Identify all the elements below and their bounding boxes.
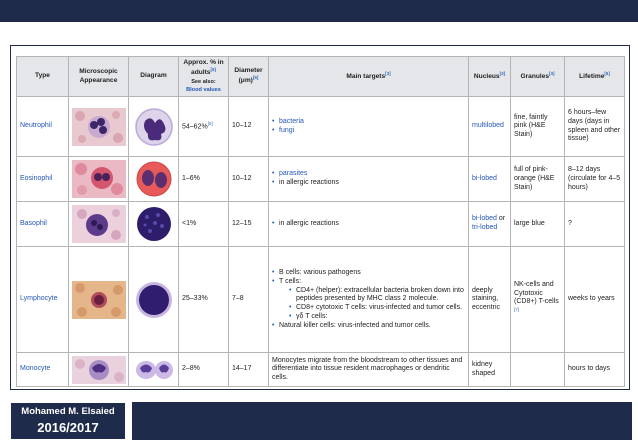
approx-basophil: <1% <box>179 202 229 247</box>
lifetime-neutrophil: 6 hours–few days (days in spleen and other tissue) <box>565 97 625 157</box>
header-see-also: See also: <box>191 78 216 85</box>
header-nucleus-label: Nucleus <box>473 73 500 81</box>
micro-neutrophil-image <box>69 97 129 157</box>
nucleus-lymphocyte: deeply staining, eccentric <box>469 247 511 353</box>
granules-neutrophil: fine, faintly pink (H&E Stain) <box>511 97 565 157</box>
type-basophil-link[interactable]: Basophil <box>17 202 69 247</box>
diagram-eosinophil-image <box>129 157 179 202</box>
diagram-lymphocyte-image <box>129 247 179 353</box>
nucleus-basophil <box>469 202 511 247</box>
target-fungi-link[interactable]: • fungi <box>272 127 465 136</box>
footer-bar <box>132 402 632 440</box>
header-granules <box>511 57 565 97</box>
lifetime-eosinophil: 8–12 days (circulate for 4–5 hours) <box>565 157 625 202</box>
diagram-basophil-image <box>129 202 179 247</box>
granules-basophil: large blue <box>511 202 565 247</box>
targets-eosinophil <box>269 157 469 202</box>
header-targets-ref[interactable]: [3] <box>385 71 391 77</box>
header-lifetime-label: Lifetime <box>579 73 605 81</box>
type-eosinophil-link[interactable]: Eosinophil <box>17 157 69 202</box>
white-blood-cell-table <box>16 56 625 387</box>
table-row-basophil <box>17 202 625 247</box>
diameter-lymphocyte: 7–8 <box>229 247 269 353</box>
approx-eosinophil: 1–6% <box>179 157 229 202</box>
lifetime-monocyte: hours to days <box>565 353 625 387</box>
header-type: Type <box>17 57 69 97</box>
diameter-neutrophil: 10–12 <box>229 97 269 157</box>
diagram-monocyte-image <box>129 353 179 387</box>
type-monocyte-link[interactable]: Monocyte <box>17 353 69 387</box>
target-bacteria-link[interactable]: • bacteria <box>272 118 465 127</box>
target-t-cells-label: T cells: <box>279 277 302 285</box>
target-parasites-link[interactable]: • parasites <box>272 170 465 179</box>
type-neutrophil-link[interactable]: Neutrophil <box>17 97 69 157</box>
nucleus-eosinophil-link[interactable]: bi-lobed <box>469 157 511 202</box>
granules-lymphocyte-text: NK-cells and Cytotoxic (CD8+) T-cells <box>514 280 559 306</box>
header-targets-label: Main targets <box>346 73 386 81</box>
table-header-row <box>17 57 625 97</box>
nucleus-trilobed-link[interactable]: tri-lobed <box>472 224 498 232</box>
header-approx-ref[interactable]: [5] <box>210 67 216 73</box>
header-diagram: Diagram <box>129 57 179 97</box>
granules-eosinophil: full of pink-orange (H&E Stain) <box>511 157 565 202</box>
table-row-neutrophil <box>17 97 625 157</box>
micro-basophil-image <box>69 202 129 247</box>
granules-lymphocyte-ref[interactable]: [7] <box>514 307 520 313</box>
diameter-eosinophil: 10–12 <box>229 157 269 202</box>
author-label <box>10 402 126 440</box>
blood-values-link[interactable]: Blood values <box>186 86 221 93</box>
target-b-cells: • B cells: various pathogens <box>272 269 465 278</box>
diameter-monocyte: 14–17 <box>229 353 269 387</box>
target-gamma-delta: • γδ T cells: <box>289 313 465 322</box>
header-diameter <box>229 57 269 97</box>
micro-eosinophil-image <box>69 157 129 202</box>
approx-neutrophil-ref[interactable]: [5] <box>207 121 213 127</box>
header-lifetime <box>565 57 625 97</box>
table-row-monocyte <box>17 353 625 387</box>
header-appearance: Microscopic Appearance <box>69 57 129 97</box>
micro-monocyte-image <box>69 353 129 387</box>
target-cd8: • CD8+ cytotoxic T cells: virus-infected and tumor cells. <box>289 304 465 313</box>
approx-neutrophil <box>179 97 229 157</box>
slide-content-frame <box>10 45 630 390</box>
top-header-bar <box>0 0 638 22</box>
header-approx <box>179 57 229 97</box>
target-t-cells <box>272 278 465 322</box>
target-nk-cells: • Natural killer cells: virus-infected and tumor cells. <box>272 322 465 331</box>
targets-lymphocyte <box>269 247 469 353</box>
target-allergic-eosinophil: • in allergic reactions <box>272 179 465 188</box>
header-lifetime-ref[interactable]: [5] <box>604 71 610 77</box>
targets-monocyte: Monocytes migrate from the bloodstream to other tissues and differentiate into tissue resident macrophages or dendritic cells. <box>269 353 469 387</box>
nucleus-or-text: or <box>496 215 506 223</box>
header-targets <box>269 57 469 97</box>
micro-lymphocyte-image <box>69 247 129 353</box>
target-cd4: • CD4+ (helper): extracellular bacteria broken down into peptides presented by MHC class 2 molecule. <box>289 287 465 305</box>
diameter-basophil: 12–15 <box>229 202 269 247</box>
header-diameter-label: Diameter (μm) <box>234 67 263 85</box>
header-approx-label: Approx. % in adults <box>183 59 224 77</box>
table-row-lymphocyte <box>17 247 625 353</box>
header-diameter-ref[interactable]: [5] <box>252 75 259 81</box>
nucleus-bilobed-link[interactable]: bi-lobed <box>472 215 497 223</box>
header-granules-label: Granules <box>520 73 550 81</box>
approx-neutrophil-value: 54–62% <box>182 123 208 131</box>
targets-neutrophil <box>269 97 469 157</box>
approx-monocyte: 2–8% <box>179 353 229 387</box>
nucleus-monocyte: kidney shaped <box>469 353 511 387</box>
type-lymphocyte-link[interactable]: Lymphocyte <box>17 247 69 353</box>
nucleus-neutrophil-link[interactable]: multilobed <box>469 97 511 157</box>
author-name: Mohamed M. Elsaied <box>21 406 115 417</box>
approx-lymphocyte: 25–33% <box>179 247 229 353</box>
granules-lymphocyte <box>511 247 565 353</box>
header-granules-ref[interactable]: [3] <box>549 71 555 77</box>
diagram-neutrophil-image <box>129 97 179 157</box>
target-allergic-basophil: • in allergic reactions <box>272 220 465 229</box>
table-row-eosinophil <box>17 157 625 202</box>
lifetime-lymphocyte: weeks to years <box>565 247 625 353</box>
targets-basophil <box>269 202 469 247</box>
granules-monocyte <box>511 353 565 387</box>
academic-year: 2016/2017 <box>37 420 99 435</box>
header-nucleus-ref[interactable]: [3] <box>499 71 506 77</box>
header-nucleus <box>469 57 511 97</box>
lifetime-basophil: ? <box>565 202 625 247</box>
